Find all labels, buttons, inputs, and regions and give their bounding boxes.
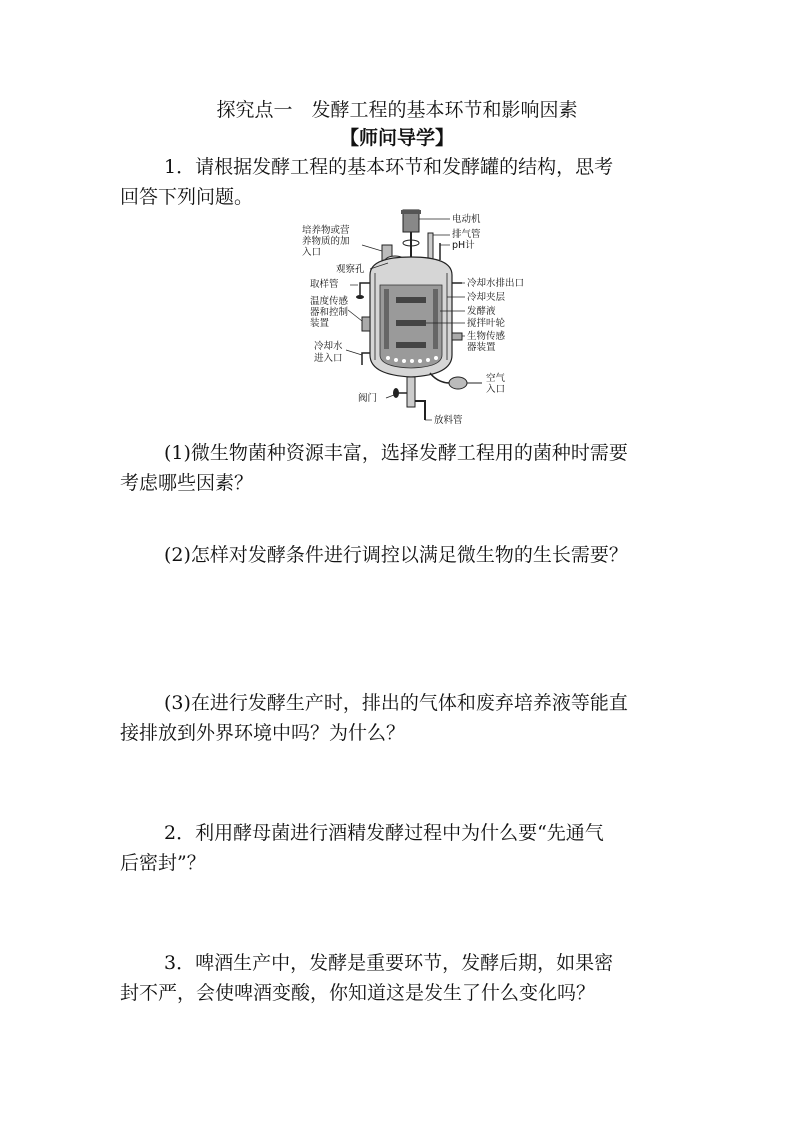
label-motor: 电动机 xyxy=(452,214,481,225)
section-title: 探究点一 发酵工程的基本环节和影响因素 xyxy=(216,99,578,121)
question-3 xyxy=(120,948,680,1008)
label-air-1: 空气 xyxy=(486,373,506,384)
fermenter-diagram xyxy=(300,205,540,430)
label-ph: pH计 xyxy=(452,240,475,251)
question-2 xyxy=(120,818,680,878)
question-3-line1: 3．啤酒生产中，发酵是重要环节，发酵后期，如果密 xyxy=(164,952,614,974)
label-bio-2: 器装置 xyxy=(467,342,496,353)
question-3-line2: 封不严，会使啤酒变酸，你知道这是发生了什么变化吗？ xyxy=(120,982,596,1004)
label-feed-3: 入口 xyxy=(302,247,322,258)
label-broth: 发酵液 xyxy=(467,306,496,317)
label-coolin-1: 冷却水 xyxy=(314,341,343,352)
label-coolin-2: 进入口 xyxy=(314,353,343,364)
question-1-3 xyxy=(120,688,680,748)
question-1-3-line1: (3)在进行发酵生产时，排出的气体和废弃培养液等能直 xyxy=(164,692,628,714)
label-exhaust: 排气管 xyxy=(452,229,481,240)
label-impeller: 搅拌叶轮 xyxy=(467,318,506,329)
question-1-1 xyxy=(120,438,680,498)
label-temp-2: 器和控制 xyxy=(310,307,349,318)
label-air-2: 入口 xyxy=(486,384,506,395)
question-2-line2: 后密封”？ xyxy=(120,852,206,874)
label-valve: 阀门 xyxy=(358,393,378,404)
impeller-3 xyxy=(396,342,426,348)
label-feed-2: 养物质的加 xyxy=(302,236,350,247)
label-discharge: 放料管 xyxy=(434,415,463,426)
label-window: 观察孔 xyxy=(336,264,365,275)
question-1-1-line2: 考虑哪些因素？ xyxy=(120,472,254,494)
label-feed-1: 培养物或营 xyxy=(302,225,350,236)
label-bio-1: 生物传感 xyxy=(467,331,506,342)
exhaust-pipe xyxy=(428,233,433,260)
question-2-line1: 2．利用酵母菌进行酒精发酵过程中为什么要“先通气 xyxy=(164,822,604,844)
question-1-1-line1: (1)微生物菌种资源丰富，选择发酵工程用的菌种时需要 xyxy=(164,442,628,464)
question-1-2-line1: (2)怎样对发酵条件进行调控以满足微生物的生长需要？ xyxy=(164,544,628,566)
subsection-title: 【师问导学】 xyxy=(339,127,454,149)
question-1-2 xyxy=(120,540,680,570)
label-temp-3: 装置 xyxy=(310,318,330,329)
question-1-3-line2: 接排放到外界环境中吗？为什么？ xyxy=(120,722,406,744)
label-jacket: 冷却夹层 xyxy=(467,292,506,303)
question-1-line2: 回答下列问题。 xyxy=(120,186,254,208)
label-temp-1: 温度传感 xyxy=(310,296,349,307)
impeller-2 xyxy=(396,320,426,326)
question-1-line1: 1．请根据发酵工程的基本环节和发酵罐的结构，思考 xyxy=(164,156,614,178)
impeller-1 xyxy=(396,297,426,303)
label-coolout: 冷却水排出口 xyxy=(467,278,525,289)
label-sampling: 取样管 xyxy=(310,279,339,290)
question-1 xyxy=(120,152,680,212)
